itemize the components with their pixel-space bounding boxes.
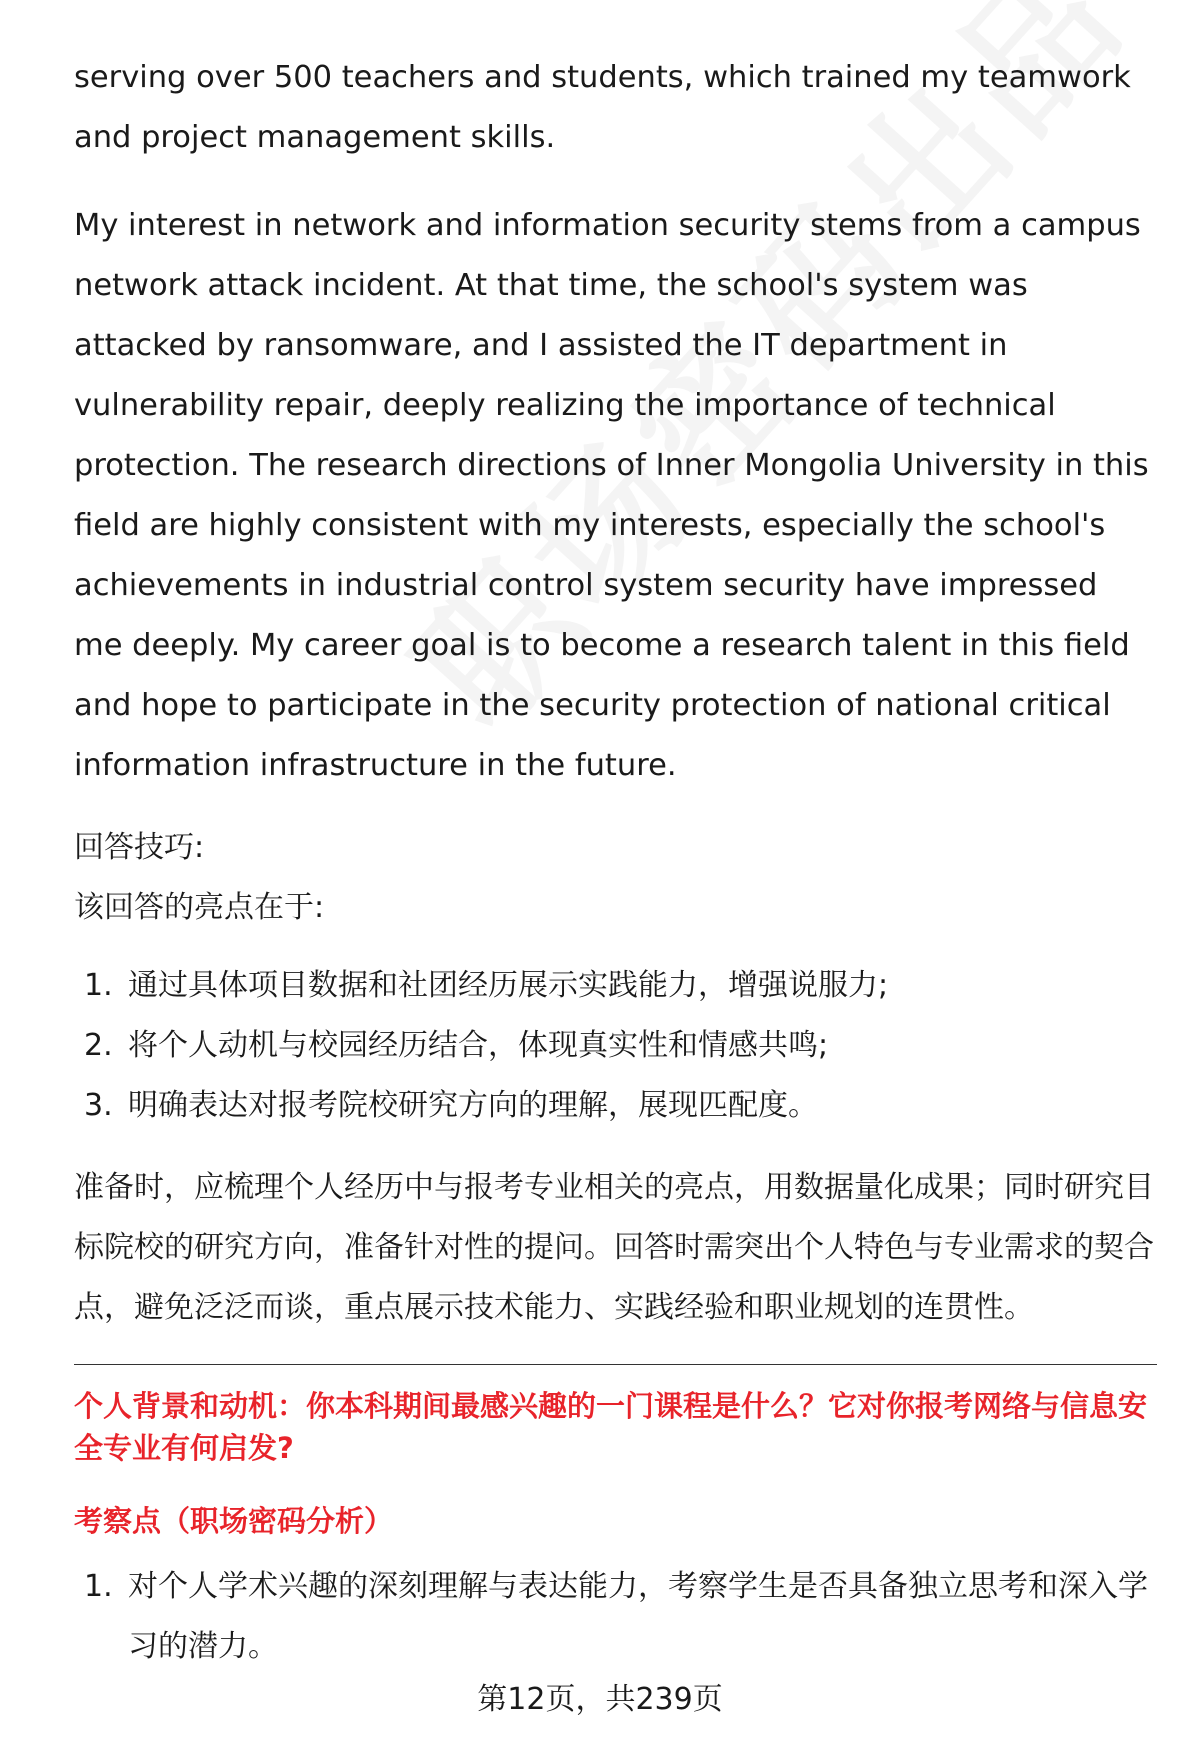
list-item bbox=[74, 956, 1154, 1016]
page-content bbox=[74, 48, 1154, 1693]
list-text: 将个人动机与校园经历结合，体现真实性和情感共鸣; bbox=[128, 1028, 829, 1063]
page-number-footer: 第12页，共239页 bbox=[477, 1682, 723, 1717]
assessment-points-list bbox=[74, 1557, 1154, 1677]
list-text: 通过具体项目数据和社团经历展示实践能力，增强说服力; bbox=[128, 968, 889, 1003]
list-number: 1. bbox=[84, 1569, 113, 1604]
list-number: 3. bbox=[84, 1088, 113, 1123]
list-item bbox=[74, 1557, 1154, 1677]
list-item bbox=[74, 1076, 1154, 1136]
tips-intro: 该回答的亮点在于: bbox=[74, 890, 325, 925]
list-text: 对个人学术兴趣的深刻理解与表达能力，考察学生是否具备独立思考和深入学习的潜力。 bbox=[128, 1569, 1148, 1664]
answer-paragraph-2: My interest in network and information security stems from a campus network attack incident. At that time, the school's system was attacked by ransomware, and I assisted the IT department in vulnerability repair, deeply realizing the importance of technical protection. The research directions of Inner Mongolia University in this field are highly consistent with my interests, especially the school's achievements in industrial control system security have impressed me deeply. My career goal is to become a research talent in this field and hope to participate in the security protection of national critical information infrastructure in the future. bbox=[74, 208, 1149, 783]
section-divider bbox=[74, 1364, 1157, 1365]
list-item bbox=[74, 1016, 1154, 1076]
tips-label: 回答技巧: bbox=[74, 830, 205, 865]
question-heading: 个人背景和动机：你本科期间最感兴趣的一门课程是什么？它对你报考网络与信息安全专业有何启发? bbox=[74, 1389, 1148, 1465]
assessment-points-heading: 考察点（职场密码分析） bbox=[74, 1504, 394, 1538]
list-number: 2. bbox=[84, 1028, 113, 1063]
answer-paragraph-1: serving over 500 teachers and students, which trained my teamwork and project management skills. bbox=[74, 60, 1131, 155]
tips-list bbox=[74, 956, 1154, 1136]
list-number: 1. bbox=[84, 968, 113, 1003]
list-text: 明确表达对报考院校研究方向的理解，展现匹配度。 bbox=[128, 1088, 818, 1123]
tips-summary: 准备时，应梳理个人经历中与报考专业相关的亮点，用数据量化成果；同时研究目标院校的研究方向，准备针对性的提问。回答时需突出个人特色与专业需求的契合点，避免泛泛而谈，重点展示技术能力、实践经验和职业规划的连贯性。 bbox=[74, 1170, 1154, 1325]
